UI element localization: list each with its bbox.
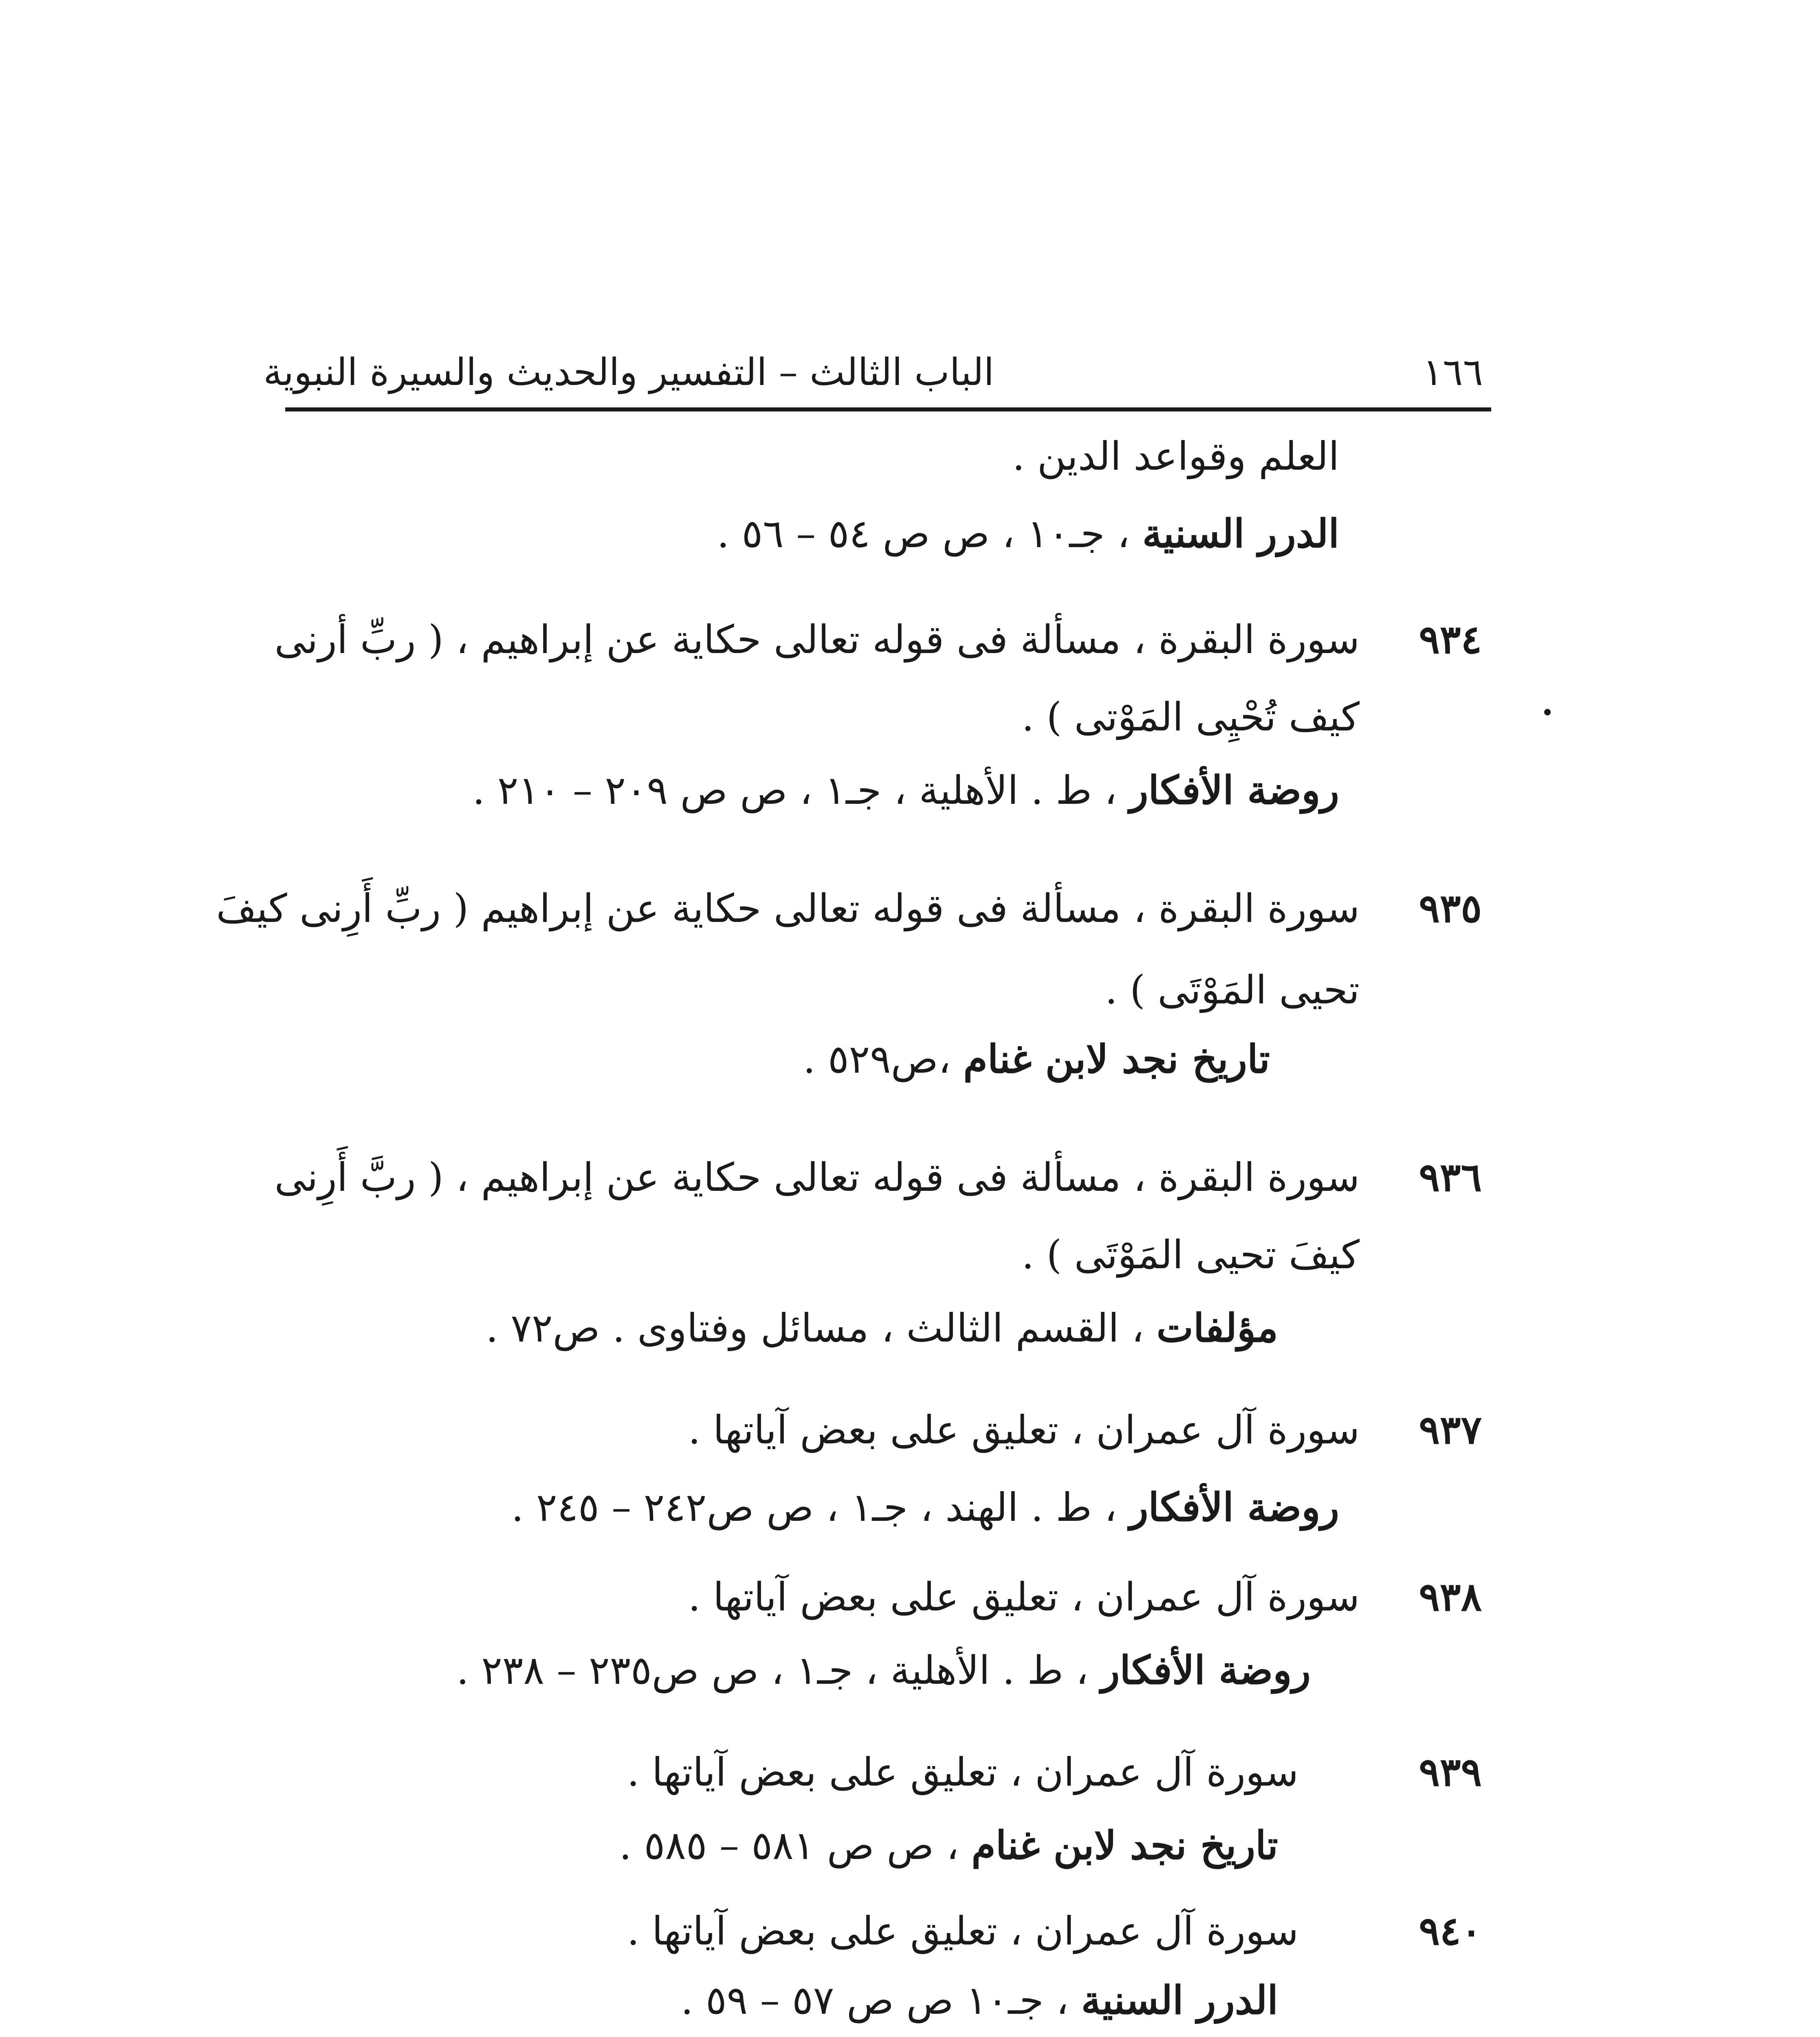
source-title: تاريخ نجد لابن غنام (971, 1822, 1278, 1868)
continuation-text: العلم وقواعد الدين . (1012, 433, 1339, 479)
source-detail: ،ص٥٢٩ . (803, 1036, 964, 1082)
source-title: الدرر السنية (1081, 1977, 1278, 2023)
entry-description-cont: كيفَ تحيى المَوْتَى ) . (1021, 1232, 1360, 1278)
entry-source (681, 1976, 1278, 2025)
entry-source (473, 766, 1339, 815)
source-title: تاريخ نجد لابن غنام (963, 1036, 1270, 1082)
entry-description-cont: كيف تُحْيِى المَوْتى ) . (1021, 694, 1360, 740)
continuation-source (717, 509, 1339, 558)
entry-source (511, 1483, 1339, 1532)
header-rule (285, 407, 1491, 411)
source-detail: ، جـ١٠ ص ص ٥٧ – ٥٩ . (680, 1978, 1081, 2023)
entry-source (486, 1304, 1278, 1353)
running-title: الباب الثالث – التفسير والحديث والسيرة النبوية (263, 350, 994, 394)
source-detail: ، ط . الهند ، جـ١ ، ص ص٢٤٢ – ٢٤٥ . (511, 1485, 1129, 1530)
entry-description: سورة آل عمران ، تعليق على بعض آياتها . (688, 1574, 1360, 1620)
entry-number: ٩٣٩ (1419, 1749, 1482, 1795)
page-number: ١٦٦ (1422, 350, 1483, 394)
entry-description: سورة آل عمران ، تعليق على بعض آياتها . (688, 1407, 1360, 1453)
source-detail: ، ط . الأهلية ، جـ١ ، ص ص ٢٠٩ – ٢١٠ . (472, 768, 1129, 813)
entry-description: سورة آل عمران ، تعليق على بعض آياتها . (627, 1749, 1298, 1795)
source-title: روضة الأفكار (1129, 1484, 1339, 1530)
source-detail: ، ص ص ٥٨١ – ٥٨٥ . (619, 1823, 972, 1868)
entry-description-cont: تحيى المَوْتَى ) . (1105, 967, 1360, 1013)
entry-source (456, 1646, 1311, 1695)
entry-number: ٩٤٠ (1419, 1908, 1482, 1954)
entry-number: ٩٣٦ (1419, 1154, 1482, 1200)
source-title: روضة الأفكار (1100, 1647, 1311, 1693)
entry-description: سورة البقرة ، مسألة فى قوله تعالى حكاية عن إبراهيم ( ربِّ أَرِنى كيفَ (216, 886, 1360, 931)
entry-description: سورة البقرة ، مسألة فى قوله تعالى حكاية عن إبراهيم ، ( ربَّ أَرِنى (274, 1155, 1360, 1200)
source-title: الدرر السنية (1142, 510, 1339, 557)
entry-number: ٩٣٥ (1419, 885, 1482, 931)
entry-number: ٩٣٧ (1419, 1407, 1482, 1453)
entry-source (619, 1821, 1278, 1870)
entry-description: سورة آل عمران ، تعليق على بعض آياتها . (627, 1908, 1298, 1954)
entry-description: سورة البقرة ، مسألة فى قوله تعالى حكاية عن إبراهيم ، ( ربِّ أرنى (274, 617, 1360, 662)
source-title: روضة الأفكار (1129, 767, 1339, 813)
margin-dot (1544, 709, 1551, 715)
entry-source (803, 1035, 1270, 1084)
source-title: مؤلفات (1156, 1305, 1278, 1351)
source-detail: ، ط . الأهلية ، جـ١ ، ص ص٢٣٥ – ٢٣٨ . (456, 1648, 1101, 1693)
source-detail: ، القسم الثالث ، مسائل وفتاوى . ص٧٢ . (486, 1305, 1157, 1351)
entry-number: ٩٣٤ (1419, 616, 1482, 662)
page-header (263, 334, 1491, 416)
source-detail: ، جـ١٠ ، ص ص ٥٤ – ٥٦ . (717, 511, 1142, 557)
entry-number: ٩٣٨ (1419, 1574, 1482, 1620)
